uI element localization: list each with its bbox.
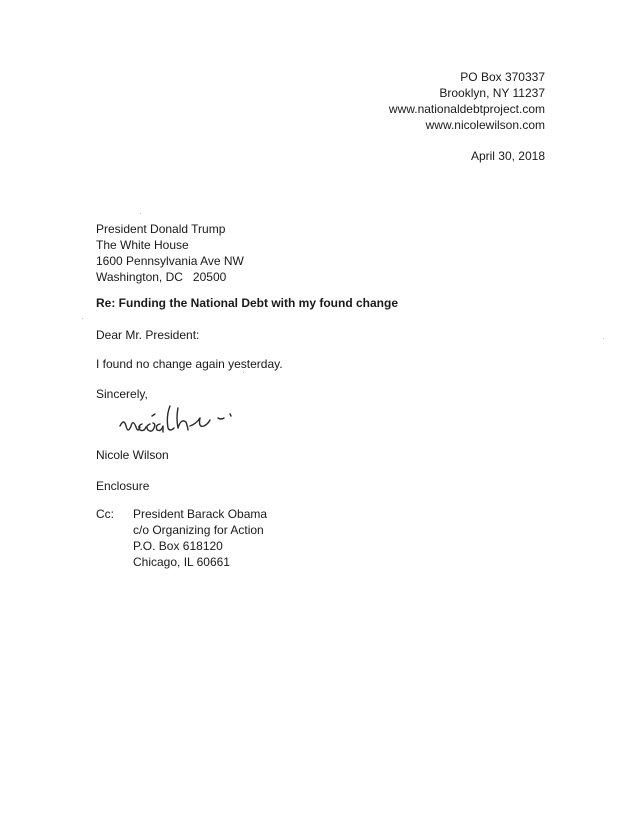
scan-speck: [243, 372, 244, 373]
letter-date: April 30, 2018: [470, 149, 545, 163]
sender-address: [389, 69, 545, 133]
letter-body: I found no change again yesterday.: [96, 357, 283, 371]
recipient-line: The White House: [96, 238, 189, 252]
cc-line: c/o Organizing for Action: [133, 523, 264, 537]
sender-website-line: www.nationaldebtproject.com: [388, 102, 545, 116]
cc-line: P.O. Box 618120: [133, 539, 223, 553]
sender-address-line: Brooklyn, NY 11237: [439, 86, 545, 100]
cc-block: [96, 506, 267, 570]
enclosure-note: Enclosure: [96, 479, 150, 493]
recipient-line: 1600 Pennsylvania Ave NW: [96, 254, 244, 268]
signer-name: Nicole Wilson: [96, 448, 169, 462]
cc-line: Chicago, IL 60661: [133, 555, 230, 569]
scan-speck: [82, 318, 83, 319]
recipient-line: President Donald Trump: [96, 222, 226, 236]
scan-speck: [140, 213, 141, 214]
cc-label: Cc:: [96, 507, 114, 521]
salutation: Dear Mr. President:: [96, 328, 200, 342]
sender-address-line: PO Box 370337: [460, 70, 545, 84]
scan-speck: [603, 338, 604, 339]
cc-line: President Barack Obama: [133, 507, 268, 521]
recipient-line: Washington, DC 20500: [96, 270, 227, 284]
closing: Sincerely,: [96, 387, 148, 401]
signature-image: [118, 402, 268, 442]
subject-line: Re: Funding the National Debt with my found change: [96, 296, 398, 310]
recipient-address: [96, 221, 244, 285]
sender-website-line: www.nicolewilson.com: [425, 118, 545, 132]
cc-recipient: [133, 506, 267, 570]
